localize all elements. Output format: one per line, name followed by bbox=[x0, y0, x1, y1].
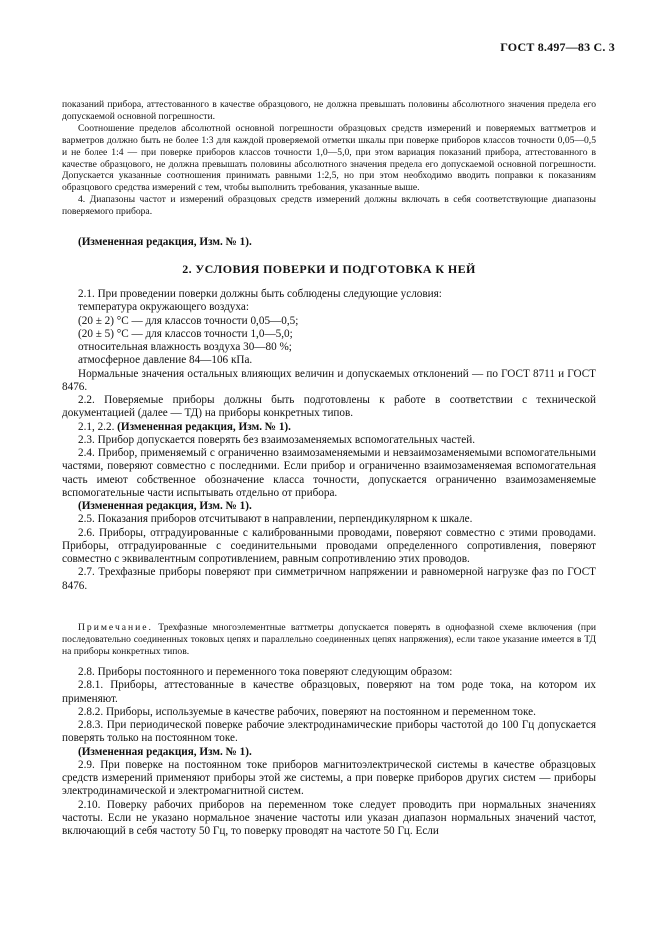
p2-5: 2.5. Показания приборов отсчитывают в направлении, перпендикулярном к шкале. bbox=[78, 513, 473, 526]
p2-2: 2.2. Поверяемые приборы должны быть подготовлены к работе в соответствии с технической документацией (далее — ТД) на приборы конкретных типов. bbox=[62, 394, 596, 420]
note-block bbox=[62, 622, 596, 658]
p2-3: 2.3. Прибор допускается поверять без взаимозаменяемых вспомогательных частей. bbox=[78, 433, 475, 446]
edit-note-2: (Измененная редакция, Изм. № 1). bbox=[78, 500, 252, 512]
p2-1-2-edit-note: (Измененная редакция, Изм. № 1). bbox=[117, 420, 291, 433]
top-paragraph-2: Соотношение пределов абсолютной основной погрешности образцовых средств измерений и поверяемых ваттметров и варметров должно быть не более 1:3 для каждой проверяемой отметки шкалы при поверке приборов классов точности 0,05—0,5 и не более 1:4 — при поверке приборов классов точности 1,0—5,0, при этом вариация показаний прибора, аттестованного в качестве образцового, не должна превышать половины абсолютного значения предела его допускаемой основной погрешности. Допускается указанные соотношения принимать равными 1:2,5, но при этом необходимо вводить поправки к показаниям образцового средства измерений с тем, чтобы выполнить требования, указанные выше. bbox=[62, 122, 596, 194]
p2-1-intro: 2.1. При проведении поверки должны быть соблюдены следующие условия: bbox=[78, 288, 442, 300]
p2-9: 2.9. При поверке на постоянном токе приборов магнитоэлектрической системы в качестве образцовых средств измерений применяют приборы этой же системы, а при поверке приборов других систем — приборы электродинамической и электромагнитной систем. bbox=[62, 758, 596, 798]
p2-10: 2.10. Поверку рабочих приборов на переменном токе следует проводить при нормальных значениях частоты. Если не указано нормальное значение частоты или указан диапазон нормальных значений частот, включающий в себя частоту 50 Гц, то поверку проводят на частоте 50 Гц. Если bbox=[62, 798, 596, 837]
note-text: Трехфазные многоэлементные ваттметры допускается поверять в однофазной схеме включения (при последовательно соединенных токовых цепях и параллельно соединенных цепях напряжения), если такое указание имеется в ТД на приборы конкретных типов. bbox=[62, 622, 596, 657]
top-block bbox=[62, 99, 596, 218]
p2-8-3: 2.8.3. При периодической поверке рабочие электродинамические приборы частотой до 100 Гц допускается поверять только на постоянном токе. bbox=[62, 719, 596, 745]
p2-6: 2.6. Приборы, отградуированные с калиброванными проводами, поверяют совместно с этими проводами. Приборы, отградуированные с соединительными проводами определенного сопротивления, поверяют совместно с эквивалентным сопротивлением, равным сопротивлению этих проводов. bbox=[62, 526, 596, 565]
main-text bbox=[62, 288, 596, 593]
p2-1-line1: температура окружающего воздуха: bbox=[78, 301, 249, 314]
p2-4: 2.4. Прибор, применяемый с ограниченно взаимозаменяемыми и невзаимозаменяемыми вспомогательными частями, поверяют совместно с последними. Если прибор и ограниченно взаимозаменяемая вспомогательная часть имеют собственное обозначение класса точности, допускается ограниченно взаимозаменяемые вспомогательные части испытывать отдельно от прибора. bbox=[62, 447, 596, 499]
page-header: ГОСТ 8.497—83 С. 3 bbox=[500, 40, 615, 54]
top-paragraph-3: 4. Диапазоны частот и измерений образцовых средств измерений должны включать в себя соответствующие диапазоны поверяемого прибора. bbox=[62, 194, 596, 218]
section-title: 2. УСЛОВИЯ ПОВЕРКИ И ПОДГОТОВКА К НЕЙ bbox=[182, 262, 476, 276]
p2-7: 2.7. Трехфазные приборы поверяют при симметричном напряжении и равномерной нагрузке фаз по ГОСТ 8476. bbox=[62, 566, 596, 592]
p2-1-line5: атмосферное давление 84—106 кПа. bbox=[78, 354, 253, 367]
p2-1-line2: (20 ± 2) °С — для классов точности 0,05—0,5; bbox=[78, 314, 299, 327]
p2-8: 2.8. Приборы постоянного и переменного тока поверяют следующим образом: bbox=[78, 666, 453, 678]
p2-1-2-number: 2.1, 2.2. bbox=[78, 420, 115, 433]
note-paragraph bbox=[62, 622, 596, 658]
top-paragraph-1: показаний прибора, аттестованного в качестве образцового, не должна превышать половины абсолютного значения предела его допускаемой основной погрешности. bbox=[62, 99, 596, 122]
p2-8-1: 2.8.1. Приборы, аттестованные в качестве образцовых, поверяют на том роде тока, на котором их применяют. bbox=[62, 679, 596, 705]
p2-8-2: 2.8.2. Приборы, используемые в качестве рабочих, поверяют на постоянном и переменном токе. bbox=[78, 705, 536, 718]
edit-note-1: (Измененная редакция, Изм. № 1). bbox=[78, 236, 252, 248]
main-text-2 bbox=[62, 666, 596, 838]
edit-note-3: (Измененная редакция, Изм. № 1). bbox=[78, 745, 252, 758]
note-label: Примечание. bbox=[78, 622, 153, 633]
p2-1-line4: относительная влажность воздуха 30—80 %; bbox=[78, 341, 292, 353]
p2-1-2-edit-line bbox=[62, 421, 596, 434]
p2-1-line3: (20 ± 5) °С — для классов точности 1,0—5,0; bbox=[78, 327, 293, 340]
edit-note-1-block bbox=[62, 236, 596, 249]
p2-1-line6: Нормальные значения остальных влияющих величин и допускаемых отклонений — по ГОСТ 8711 и ГОСТ 8476. bbox=[62, 367, 596, 393]
